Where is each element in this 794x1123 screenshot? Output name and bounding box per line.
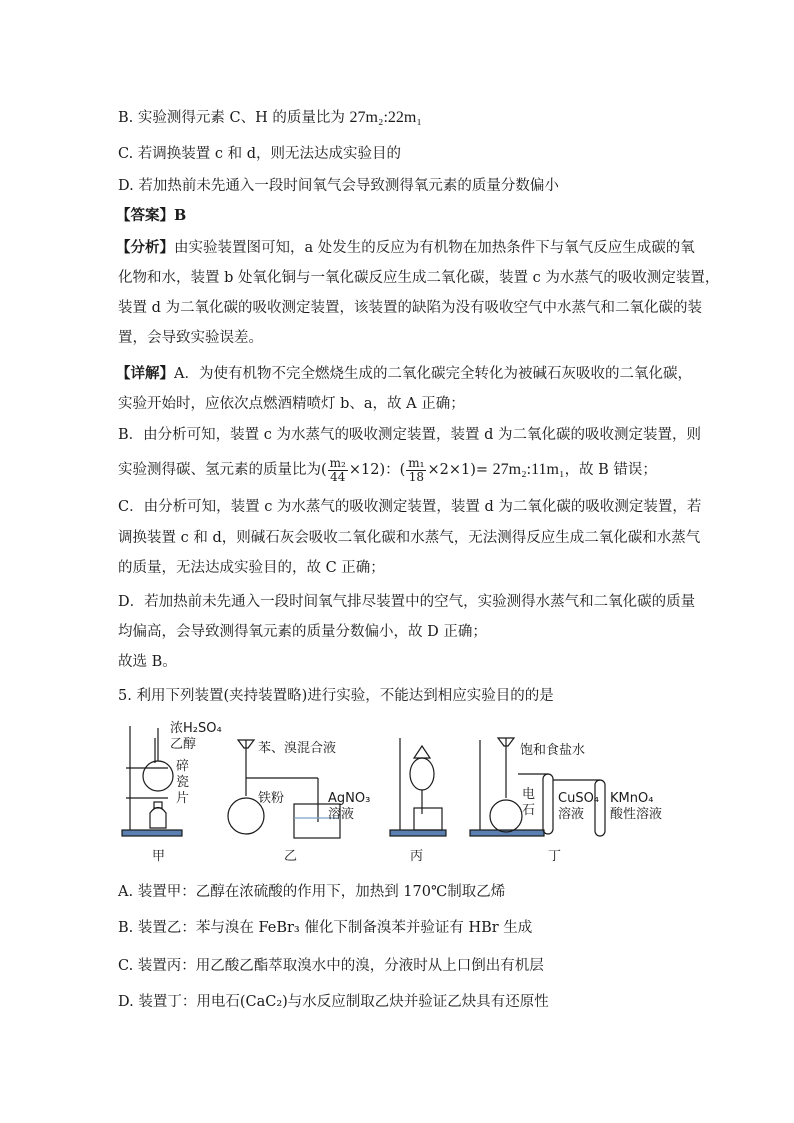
analysis-line-3: 装置 d 为二氧化碳的吸收测定装置，该装置的缺陷为没有吸收空气中水蒸气和二氧化碳的装 xyxy=(118,300,702,316)
q4-option-d: D. 若加热前未先通入一段时间氧气会导致测得氧元素的质量分数偏小 xyxy=(118,178,559,194)
ding-name: 丁 xyxy=(548,849,562,864)
fraction-2-numerator: m₁ xyxy=(408,455,425,470)
ding-label-cuso4-solution: 溶液 xyxy=(558,807,585,822)
jia-label-h2so4: 浓H₂SO₄ xyxy=(170,721,222,736)
ding-label-dian: 电 xyxy=(522,787,536,802)
yi-name: 乙 xyxy=(284,849,298,864)
analysis-line-1 xyxy=(116,238,695,258)
q4-option-b-ratio: 27m₂:22m₁ xyxy=(349,109,422,126)
q5-option-b: B. 装置乙：苯与溴在 FeBr₃ 催化下制备溴苯并验证有 HBr 生成 xyxy=(118,920,533,936)
jia-label-ci: 瓷 xyxy=(176,775,190,790)
q5-option-a: A. 装置甲：乙醇在浓硫酸的作用下，加热到 170℃制取乙烯 xyxy=(118,884,506,900)
detail-b2-mid1: ×12)：( xyxy=(348,462,406,478)
q4-option-b-text: B. 实验测得元素 C、H 的质量比为 xyxy=(118,110,350,126)
analysis-text-1: 由实验装置图可知，a 处发生的反应为有机物在加热条件下与氧气反应生成碳的氧 xyxy=(174,240,695,256)
analysis-tag: 【分析】 xyxy=(116,239,174,256)
q5-option-c: C. 装置丙：用乙酸乙酯萃取溴水中的溴，分液时从上口倒出有机层 xyxy=(118,958,544,974)
ding-label-brine: 饱和食盐水 xyxy=(520,743,586,758)
fraction-m2-44 xyxy=(328,457,348,484)
answer-tag: 【答案】 xyxy=(116,207,174,224)
q4-option-b xyxy=(118,108,422,128)
fraction-1-denominator: 44 xyxy=(330,469,346,484)
detail-tag: 【详解】 xyxy=(116,365,174,382)
analysis-line-4: 置，会导致实验误差。 xyxy=(118,330,263,346)
jia-label-sui: 碎 xyxy=(176,759,190,774)
yi-label-solution: 溶液 xyxy=(328,807,355,822)
jia-label-pian: 片 xyxy=(176,791,190,806)
ding-label-cuso4: CuSO₄ xyxy=(558,791,600,806)
apparatus-figure xyxy=(118,718,678,868)
detail-b2-pre: 实验测得碳、氢元素的质量比为( xyxy=(118,462,327,478)
detail-b2-ratio: 27m₂:11m₁ xyxy=(492,461,565,478)
detail-line-d2: 均偏高，会导致测得氧元素的质量分数偏小，故 D 正确； xyxy=(118,624,487,640)
conclusion: 故选 B。 xyxy=(118,654,177,670)
detail-b2-mid2: ×2×1)= xyxy=(427,462,493,478)
answer-line xyxy=(116,206,186,226)
yi-label-mix: 苯、溴混合液 xyxy=(258,741,337,756)
fraction-1-numerator: m₂ xyxy=(329,455,346,470)
ding-label-acid-solution: 酸性溶液 xyxy=(610,807,663,822)
apparatus-bing xyxy=(390,738,446,836)
detail-line-c3: 的质量，无法达成实验目的，故 C 正确； xyxy=(118,560,385,576)
yi-label-iron: 铁粉 xyxy=(258,791,285,806)
detail-line-c2: 调换装置 c 和 d，则碱石灰会吸收二氧化碳和水蒸气，无法测得反应生成二氧化碳和水蒸气 xyxy=(118,530,701,546)
detail-line-b2 xyxy=(118,455,657,485)
ding-label-kmno4: KMnO₄ xyxy=(610,791,654,806)
fraction-2-denominator: 18 xyxy=(408,469,425,484)
q5-stem: 5. 利用下列装置(夹持装置略)进行实验，不能达到相应实验目的的是 xyxy=(118,688,554,704)
fraction-m1-18 xyxy=(406,457,426,484)
answer-value: B xyxy=(174,207,187,224)
detail-line-a1 xyxy=(116,364,692,384)
jia-label-ethanol: 乙醇 xyxy=(170,737,197,752)
detail-text-a1: A．为使有机物不完全燃烧生成的二氧化碳完全转化为被碱石灰吸收的二氧化碳， xyxy=(174,366,692,382)
detail-line-d1: D．若加热前未先通入一段时间氧气排尽装置中的空气，实验测得水蒸气和二氧化碳的质量 xyxy=(118,594,696,610)
ding-label-shi: 石 xyxy=(522,803,536,818)
bing-name: 丙 xyxy=(410,849,424,864)
analysis-line-2: 化物和水，装置 b 处氧化铜与一氧化碳反应生成二氧化碳，装置 c 为水蒸气的吸收测定装置， xyxy=(118,270,720,286)
detail-b2-post: ，故 B 错误； xyxy=(564,462,657,478)
yi-label-agno3: AgNO₃ xyxy=(328,791,371,806)
jia-name: 甲 xyxy=(152,849,166,864)
detail-line-a2: 实验开始时，应依次点燃酒精喷灯 b、a，故 A 正确； xyxy=(118,396,465,412)
detail-line-c1: C．由分析可知，装置 c 为水蒸气的吸收测定装置，装置 d 为二氧化碳的吸收测定装置，若 xyxy=(118,499,702,515)
q4-option-c: C. 若调换装置 c 和 d，则无法达成实验目的 xyxy=(118,146,402,162)
detail-line-b1: B．由分析可知，装置 c 为水蒸气的吸收测定装置，装置 d 为二氧化碳的吸收测定装置，则 xyxy=(118,427,701,443)
q5-option-d: D. 装置丁：用电石(CaC₂)与水反应制取乙炔并验证乙炔具有还原性 xyxy=(118,994,549,1010)
